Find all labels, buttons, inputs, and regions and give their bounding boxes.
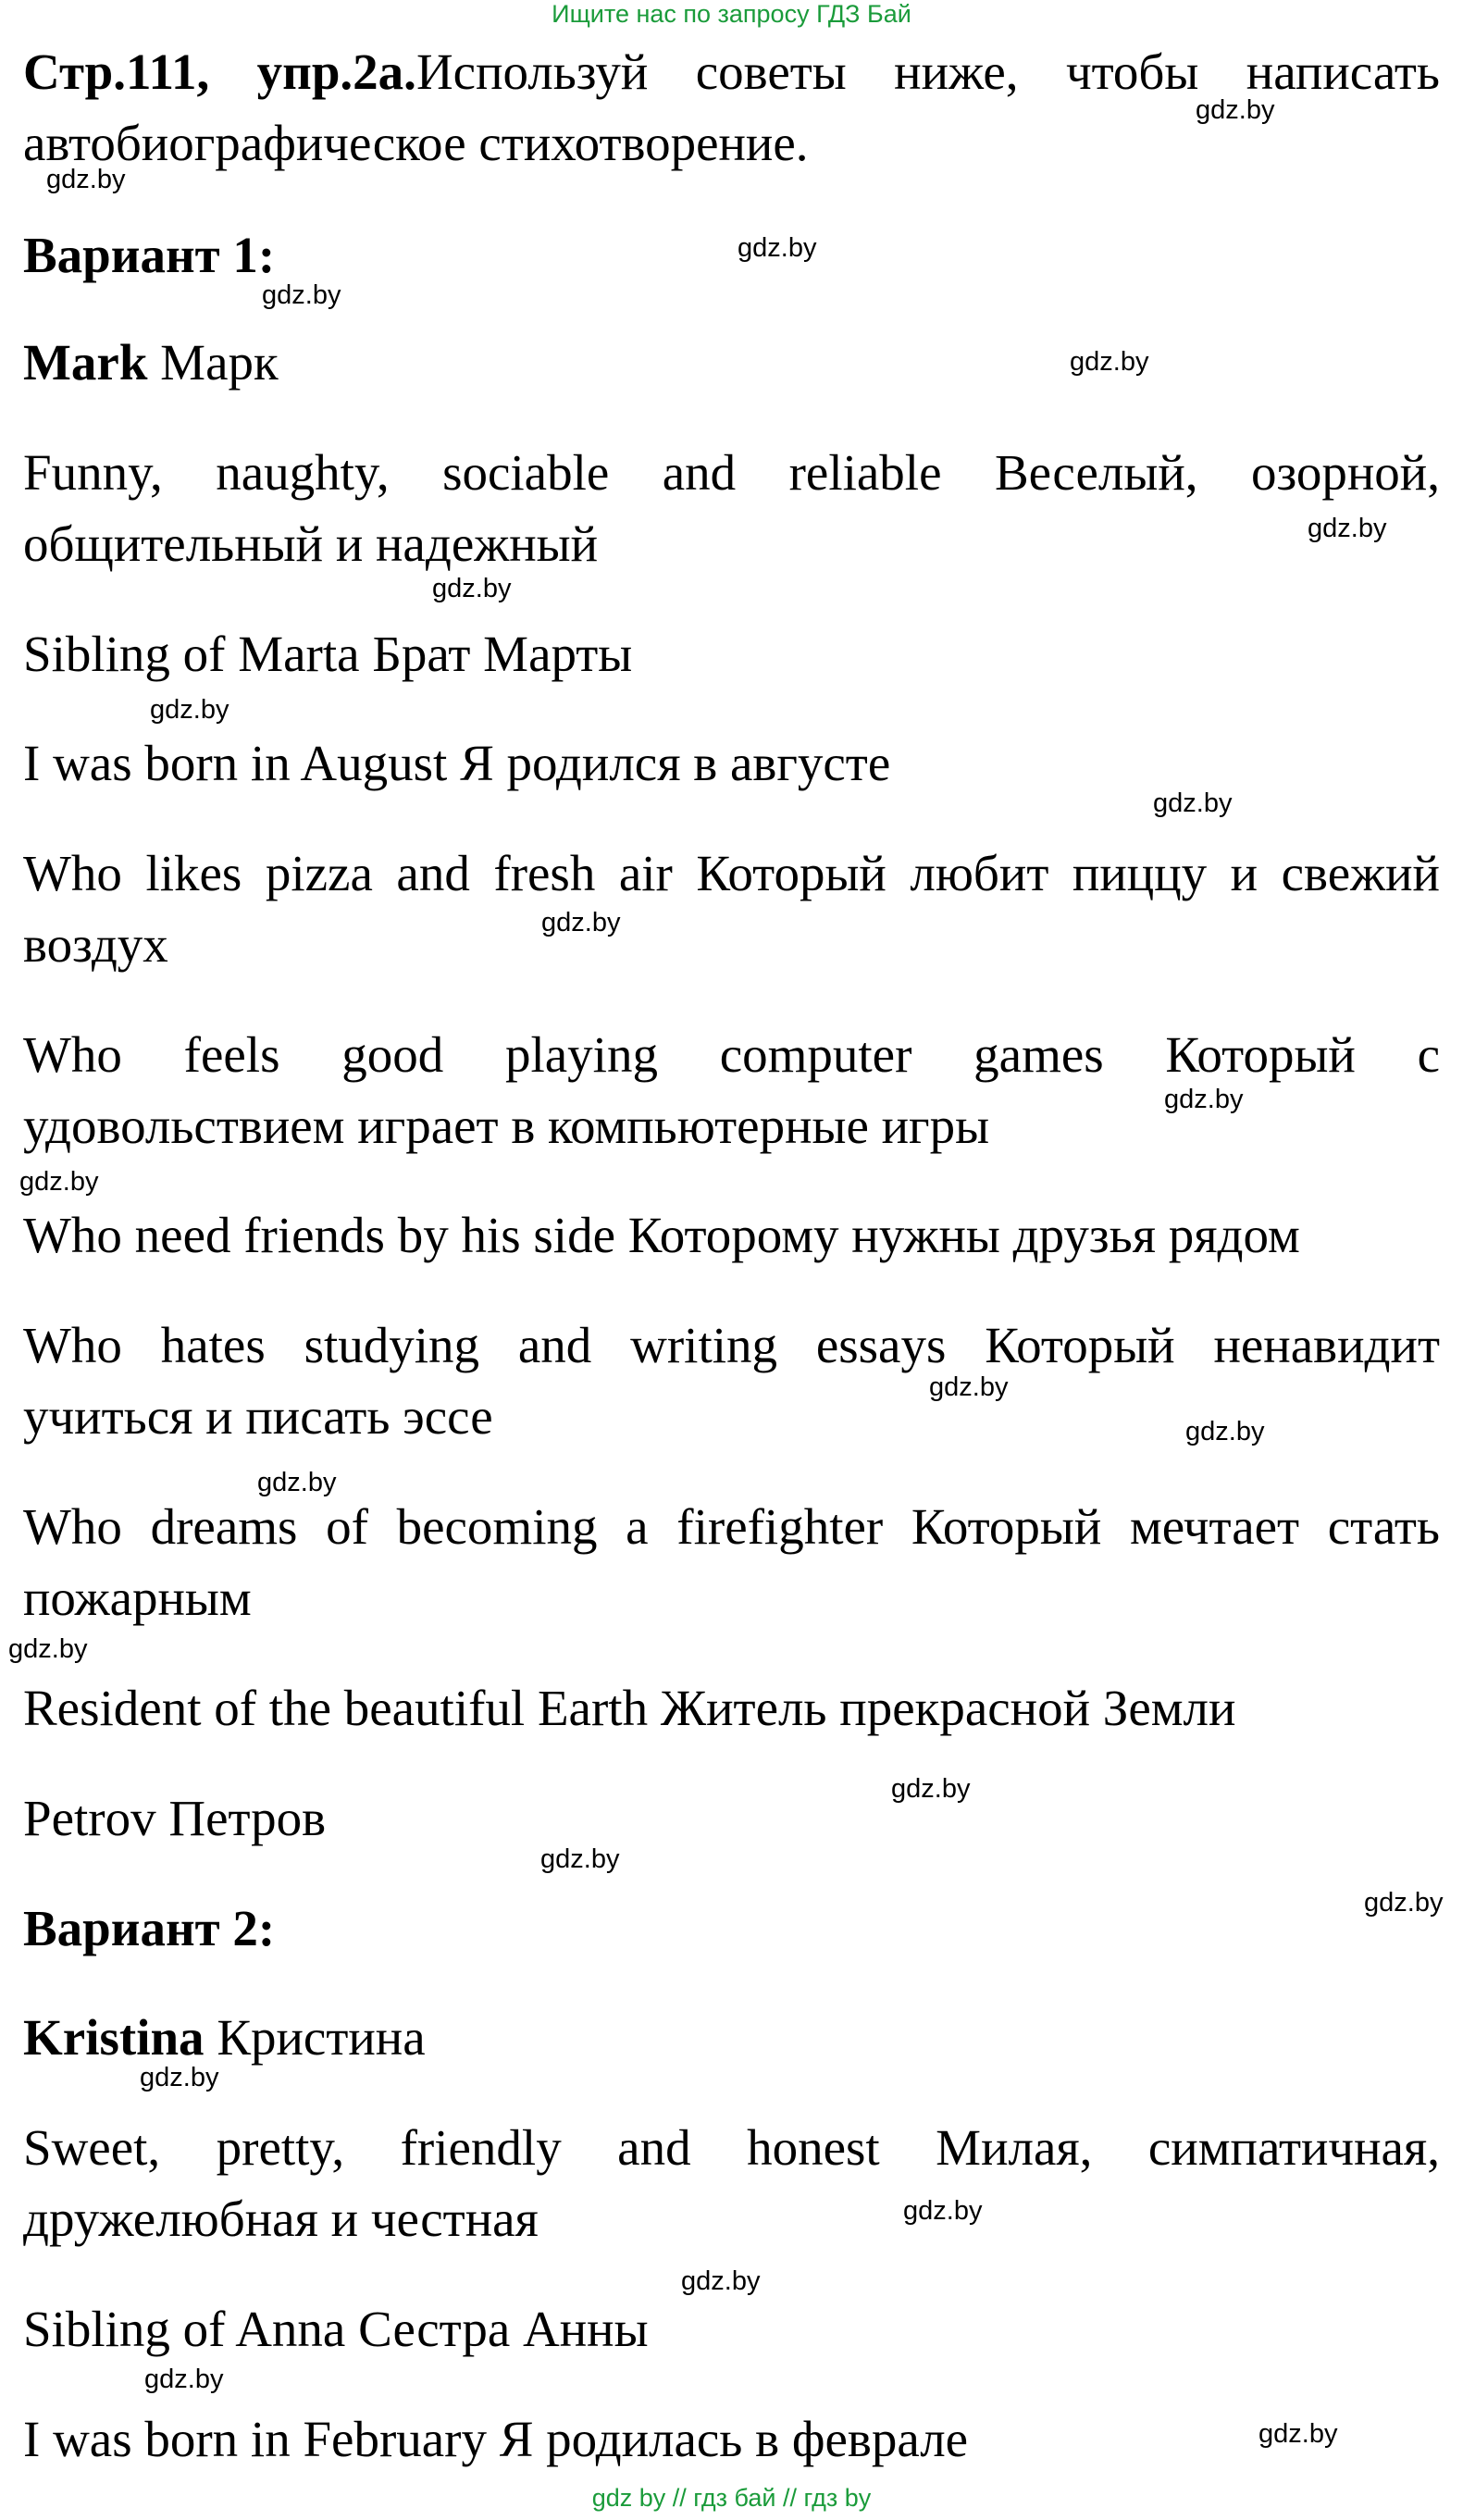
poem-line: удовольствием играет в компьютерные игры bbox=[23, 1098, 990, 1154]
watermark: gdz.by bbox=[150, 695, 229, 725]
footer-links[interactable]: gdz by // гдз бай // гдз by bbox=[591, 2484, 872, 2512]
watermark: gdz.by bbox=[8, 1634, 88, 1664]
watermark: gdz.by bbox=[140, 2063, 219, 2092]
poem-line: Sibling of Marta Брат Марты bbox=[23, 626, 633, 682]
poem-line: дружелюбная и честная bbox=[23, 2191, 539, 2247]
poem-line: пожарным bbox=[23, 1570, 252, 1626]
poem-line: Petrov Петров bbox=[23, 1790, 327, 1846]
poem-line: I was born in February Я родилась в феврале bbox=[23, 2411, 969, 2467]
exercise-number: Стр.111, упр.2а. bbox=[23, 43, 416, 100]
poem-line: Sweet, pretty, friendly and honest Милая, симпатичная, bbox=[23, 2119, 1440, 2176]
watermark: gdz.by bbox=[1070, 347, 1149, 377]
poem-line: Who feels good playing computer games Который с bbox=[23, 1026, 1440, 1083]
poem-line: Funny, naughty, sociable and reliable Веселый, озорной, bbox=[23, 444, 1440, 501]
watermark: gdz.by bbox=[681, 2266, 761, 2296]
watermark: gdz.by bbox=[929, 1372, 1009, 1402]
watermark: gdz.by bbox=[903, 2196, 983, 2226]
variant-1-name-ru: Марк bbox=[147, 334, 279, 391]
watermark: gdz.by bbox=[541, 908, 621, 937]
watermark: gdz.by bbox=[1364, 1888, 1444, 1918]
watermark: gdz.by bbox=[540, 1844, 620, 1874]
variant-1-heading: Вариант 1: bbox=[23, 227, 276, 283]
watermark: gdz.by bbox=[257, 1468, 337, 1497]
watermark: gdz.by bbox=[1196, 95, 1275, 125]
header-banner[interactable]: Ищите нас по запросу ГДЗ Бай bbox=[552, 0, 911, 28]
poem-line: учиться и писать эссе bbox=[23, 1388, 493, 1445]
variant-2-name-ru: Кристина bbox=[204, 2009, 426, 2066]
poem-line: Who dreams of becoming a firefighter Который мечтает стать bbox=[23, 1498, 1440, 1555]
poem-line: Who hates studying and writing essays Который ненавидит bbox=[23, 1317, 1440, 1373]
watermark: gdz.by bbox=[262, 280, 341, 310]
poem-line: Who likes pizza and fresh air Который любит пиццу и свежий bbox=[23, 845, 1440, 901]
watermark: gdz.by bbox=[1308, 514, 1387, 543]
variant-2-name bbox=[23, 2003, 1440, 2073]
poem-line: Sibling of Anna Сестра Анны bbox=[23, 2301, 649, 2357]
watermark: gdz.by bbox=[1185, 1417, 1265, 1446]
exercise-instruction-continued: автобиографическое стихотворение. bbox=[23, 115, 809, 171]
watermark: gdz.by bbox=[738, 233, 817, 263]
poem-line: общительный и надежный bbox=[23, 515, 599, 572]
poem-line: I was born in August Я родился в августе bbox=[23, 735, 891, 791]
watermark: gdz.by bbox=[432, 574, 512, 603]
exercise-instruction: Используй советы ниже, чтобы написать bbox=[415, 43, 1440, 100]
variant-2-name-en: Kristina bbox=[23, 2009, 205, 2066]
poem-line: Resident of the beautiful Earth Житель прекрасной Земли bbox=[23, 1680, 1236, 1736]
watermark: gdz.by bbox=[1258, 2419, 1338, 2449]
watermark: gdz.by bbox=[891, 1774, 971, 1804]
poem-line: Who need friends by his side Которому нужны друзья рядом bbox=[23, 1207, 1300, 1263]
watermark: gdz.by bbox=[46, 165, 126, 194]
variant-1-name-en: Mark bbox=[23, 334, 148, 391]
poem-line: воздух bbox=[23, 916, 168, 973]
variant-2-heading: Вариант 2: bbox=[23, 1900, 276, 1956]
watermark: gdz.by bbox=[19, 1167, 99, 1197]
variant-1-name bbox=[23, 328, 1440, 398]
watermark: gdz.by bbox=[1153, 788, 1233, 818]
watermark: gdz.by bbox=[1164, 1085, 1244, 1114]
watermark: gdz.by bbox=[144, 2365, 224, 2394]
